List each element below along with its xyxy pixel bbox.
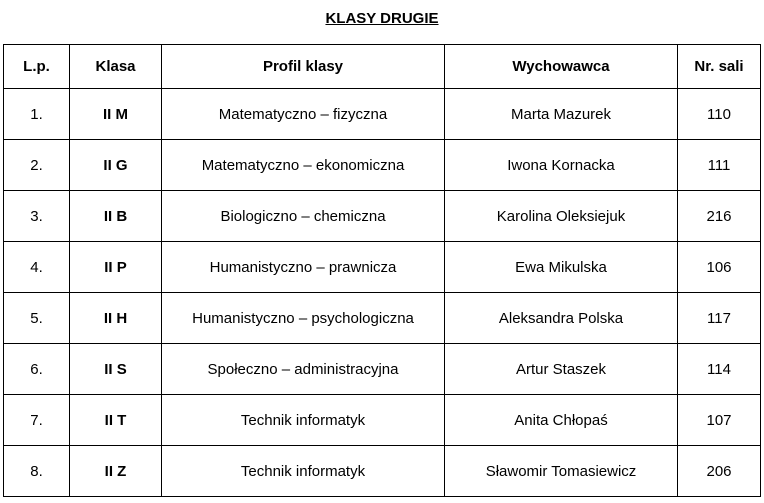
- cell-klasa: II S: [70, 344, 162, 395]
- cell-lp: 3.: [4, 191, 70, 242]
- cell-sala: 117: [678, 293, 761, 344]
- cell-wychowawca: Ewa Mikulska: [445, 242, 678, 293]
- cell-sala: 114: [678, 344, 761, 395]
- cell-klasa: II P: [70, 242, 162, 293]
- page-title: KLASY DRUGIE: [325, 10, 439, 27]
- table-header-row: [4, 45, 761, 89]
- header-wychowawca: Wychowawca: [445, 45, 678, 89]
- cell-klasa: II M: [70, 89, 162, 140]
- table-row: [4, 140, 761, 191]
- cell-klasa: II B: [70, 191, 162, 242]
- cell-wychowawca: Anita Chłopaś: [445, 395, 678, 446]
- cell-sala: 206: [678, 446, 761, 497]
- cell-sala: 106: [678, 242, 761, 293]
- table-row: [4, 446, 761, 497]
- table-row: [4, 293, 761, 344]
- cell-sala: 216: [678, 191, 761, 242]
- cell-wychowawca: Artur Staszek: [445, 344, 678, 395]
- cell-profil: Humanistyczno – psychologiczna: [162, 293, 445, 344]
- cell-wychowawca: Karolina Oleksiejuk: [445, 191, 678, 242]
- cell-lp: 4.: [4, 242, 70, 293]
- cell-wychowawca: Aleksandra Polska: [445, 293, 678, 344]
- cell-klasa: II H: [70, 293, 162, 344]
- cell-lp: 6.: [4, 344, 70, 395]
- cell-lp: 2.: [4, 140, 70, 191]
- table-row: [4, 344, 761, 395]
- cell-profil: Społeczno – administracyjna: [162, 344, 445, 395]
- cell-profil: Biologiczno – chemiczna: [162, 191, 445, 242]
- table-row: [4, 89, 761, 140]
- cell-profil: Matematyczno – fizyczna: [162, 89, 445, 140]
- header-sala: Nr. sali: [678, 45, 761, 89]
- cell-wychowawca: Sławomir Tomasiewicz: [445, 446, 678, 497]
- header-klasa: Klasa: [70, 45, 162, 89]
- table-row: [4, 191, 761, 242]
- cell-wychowawca: Iwona Kornacka: [445, 140, 678, 191]
- cell-wychowawca: Marta Mazurek: [445, 89, 678, 140]
- cell-lp: 8.: [4, 446, 70, 497]
- cell-profil: Humanistyczno – prawnicza: [162, 242, 445, 293]
- table-row: [4, 242, 761, 293]
- classes-table: [3, 44, 761, 497]
- cell-profil: Technik informatyk: [162, 395, 445, 446]
- cell-klasa: II Z: [70, 446, 162, 497]
- cell-lp: 1.: [4, 89, 70, 140]
- table-row: [4, 395, 761, 446]
- cell-klasa: II G: [70, 140, 162, 191]
- cell-sala: 110: [678, 89, 761, 140]
- cell-lp: 5.: [4, 293, 70, 344]
- header-lp: L.p.: [4, 45, 70, 89]
- cell-klasa: II T: [70, 395, 162, 446]
- cell-sala: 111: [678, 140, 761, 191]
- header-profil: Profil klasy: [162, 45, 445, 89]
- cell-profil: Matematyczno – ekonomiczna: [162, 140, 445, 191]
- cell-profil: Technik informatyk: [162, 446, 445, 497]
- cell-lp: 7.: [4, 395, 70, 446]
- cell-sala: 107: [678, 395, 761, 446]
